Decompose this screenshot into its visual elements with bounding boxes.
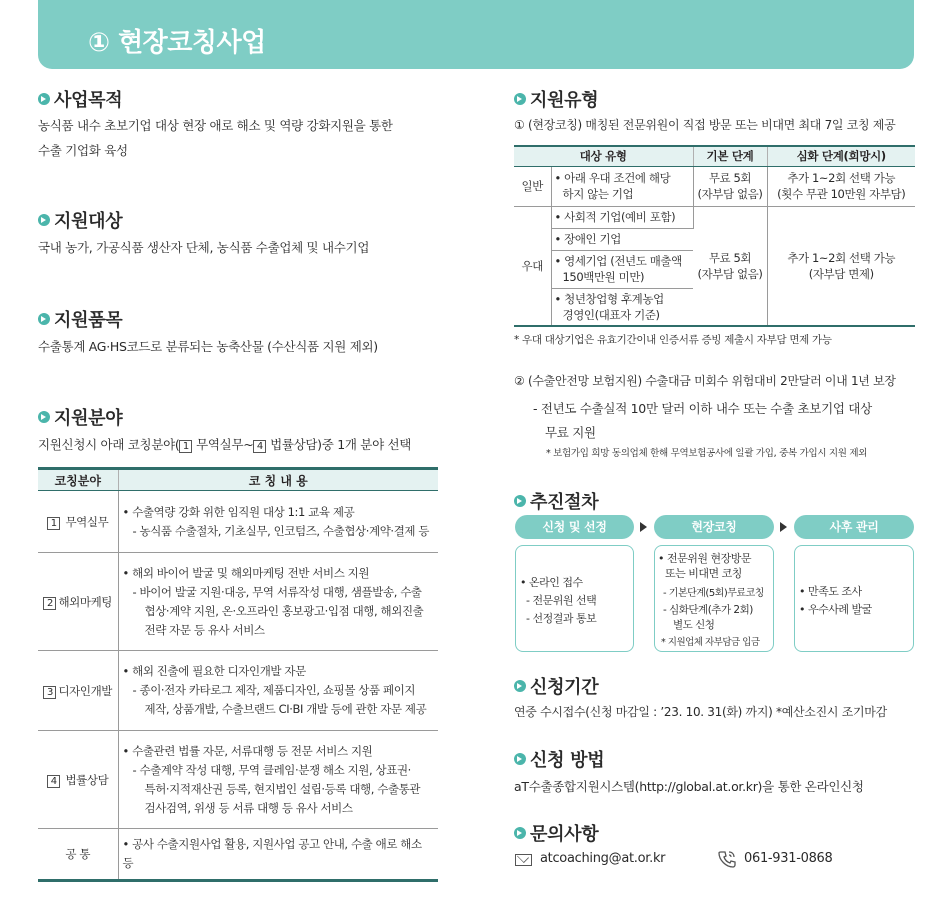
bullet-arrow-icon [514, 680, 526, 692]
arrow-right-icon [780, 522, 787, 532]
items-heading: 지원품목 [38, 306, 122, 332]
advanced-cell: 추가 1~2회 선택 가능 (자부담 면제) [767, 206, 915, 326]
box-number-1: 1 [179, 440, 192, 453]
box-number-4: 4 [253, 440, 266, 453]
field-name-cell: 공 통 [38, 829, 118, 881]
insurance-sub-2: 무료 지원 [545, 425, 596, 440]
target-text: 국내 농가, 가공식품 생산자 단체, 농식품 수출업체 및 내수기업 [38, 240, 370, 255]
advanced-cell: 추가 1~2회 선택 가능 (횟수 무관 10만원 자부담) [767, 166, 915, 206]
insurance-line: ② (수출안전망 보험지원) 수출대금 미회수 위험대비 2만달러 이내 1년 보장 [514, 374, 896, 388]
process-box-1: • 온라인 접수 - 전문위원 선택 - 선정결과 통보 [515, 545, 634, 652]
field-content-cell: • 해외 바이어 발굴 및 해외마케팅 전반 서비스 지원 - 바이어 발굴 지원·대응, 무역 서류작성 대행, 샘플발송, 수출 협상·계약 지원, 온·오프라인 홍보광고·입점 대행, 해외진출 전략 자문 등 유사 서비스 [118, 553, 438, 651]
field-content-cell: • 수출관련 법률 자문, 서류대행 등 전문 서비스 지원 - 수출계약 작성 대행, 무역 클레임·분쟁 해소 지원, 상표권· 특허·지적재산권 등록, 현지법인 설립·등록 대행, 수출통관 검사검역, 위생 등 서류 대행 등 유사 서비스 [118, 731, 438, 829]
group-label: 일반 [514, 166, 551, 206]
condition-cell: • 청년창업형 후계농업 경영인(대표자 기준) [551, 288, 693, 326]
bullet-arrow-icon [514, 753, 526, 765]
contact-email[interactable]: atcoaching@at.or.kr [540, 851, 666, 866]
purpose-line-2: 수출 기업화 육성 [38, 143, 128, 158]
field-name-cell: 4 법률상담 [38, 731, 118, 829]
table-header: 심화 단계(희망시) [767, 146, 915, 166]
condition-cell: • 장애인 기업 [551, 228, 693, 250]
insurance-sub-1: - 전년도 수출실적 10만 달러 이하 내수 또는 수출 초보기업 대상 [533, 401, 872, 416]
bullet-arrow-icon [38, 93, 50, 105]
contact-heading: 문의사항 [514, 820, 598, 846]
period-heading: 신청기간 [514, 673, 598, 699]
table-header: 대상 유형 [514, 146, 693, 166]
preferred-note: * 우대 대상기업은 유효기간이내 인증서류 증빙 제출시 자부담 면제 가능 [514, 334, 832, 346]
field-name-cell: 2 해외마케팅 [38, 553, 118, 651]
bullet-arrow-icon [514, 93, 526, 105]
phone-icon [718, 850, 736, 868]
field-heading: 지원분야 [38, 404, 122, 430]
group-label: 우대 [514, 206, 551, 326]
contact-phone[interactable]: 061-931-0868 [744, 851, 833, 866]
field-content-cell: • 공사 수출지원사업 활용, 지원사업 공고 안내, 수출 애로 해소 등 [118, 829, 438, 881]
process-heading: 추진절차 [514, 488, 598, 514]
bullet-arrow-icon [514, 827, 526, 839]
process-step-2: 현장코칭 [654, 515, 774, 539]
coaching-field-table [38, 467, 438, 882]
condition-cell: • 아래 우대 조건에 해당 하지 않는 기업 [551, 166, 693, 206]
table-row [38, 731, 438, 829]
field-name-cell: 3 디자인개발 [38, 651, 118, 731]
table-row [38, 829, 438, 881]
title-banner [38, 0, 914, 69]
field-content-cell: • 해외 진출에 필요한 디자인개발 자문 - 종이·전자 카타로그 제작, 제품디자인, 쇼핑몰 상품 페이지 제작, 상품개발, 수출브랜드 CI·BI 개발 등에 관한 자문 제공 [118, 651, 438, 731]
purpose-heading: 사업목적 [38, 86, 122, 112]
target-heading: 지원대상 [38, 207, 122, 233]
bullet-arrow-icon [38, 313, 50, 325]
purpose-line-1: 농식품 내수 초보기업 대상 현장 애로 해소 및 역량 강화지원을 통한 [38, 118, 393, 133]
field-name-cell: 1 무역실무 [38, 491, 118, 553]
support-type-table [514, 145, 915, 327]
condition-cell: • 사회적 기업(예비 포함) [551, 206, 693, 228]
arrow-right-icon [640, 522, 647, 532]
table-header: 기본 단계 [693, 146, 767, 166]
field-text: 지원신청시 아래 코칭분야( 1 무역실무~ 4 법률상담)중 1개 분야 선택 [38, 437, 412, 452]
table-header: 코 칭 내 용 [118, 469, 438, 491]
insurance-note: * 보험가입 희망 동의업체 한해 무역보험공사에 일괄 가입, 중복 가입시 지원 제외 [546, 448, 868, 459]
basic-cell: 무료 5회 (자부담 없음) [693, 206, 767, 326]
method-heading: 신청 방법 [514, 746, 604, 772]
process-box-2: • 전문위원 현장방문 또는 비대면 코칭 - 기본단계(5회)무료코칭 - 심화단계(추가 2회) 별도 신청 * 지원업체 자부담금 입금 [654, 545, 774, 652]
table-row [514, 206, 915, 228]
types-heading: 지원유형 [514, 86, 598, 112]
table-row [514, 166, 915, 206]
bullet-arrow-icon [514, 495, 526, 507]
bullet-arrow-icon [38, 214, 50, 226]
condition-cell: • 영세기업 (전년도 매출액 150백만원 미만) [551, 250, 693, 288]
coaching-type-line: ① (현장코칭) 매칭된 전문위원이 직접 방문 또는 비대면 최대 7일 코칭 제공 [514, 118, 896, 132]
table-header: 코칭분야 [38, 469, 118, 491]
process-step-1: 신청 및 선정 [515, 515, 634, 539]
method-text: aT수출종합지원시스템(http://global.at.or.kr)을 통한 온라인신청 [514, 779, 864, 794]
table-header-row [514, 146, 915, 166]
table-row [38, 553, 438, 651]
field-content-cell: • 수출역량 강화 위한 임직원 대상 1:1 교육 제공 - 농식품 수출절차, 기초실무, 인코텀즈, 수출협상·계약·결제 등 [118, 491, 438, 553]
bullet-arrow-icon [38, 411, 50, 423]
table-row [38, 651, 438, 731]
period-text: 연중 수시접수(신청 마감일 : ’23. 10. 31(화) 까지) *예산소진시 조기마감 [514, 705, 887, 719]
items-text: 수출통계 AG·HS코드로 분류되는 농축산물 (수산식품 지원 제외) [38, 339, 378, 354]
table-row [38, 491, 438, 553]
table-header-row [38, 469, 438, 491]
page-title: ① 현장코칭사업 [88, 28, 266, 58]
process-step-3: 사후 관리 [794, 515, 914, 539]
basic-cell: 무료 5회 (자부담 없음) [693, 166, 767, 206]
process-box-3: • 만족도 조사 • 우수사례 발굴 [794, 545, 914, 652]
mail-icon [515, 854, 532, 866]
